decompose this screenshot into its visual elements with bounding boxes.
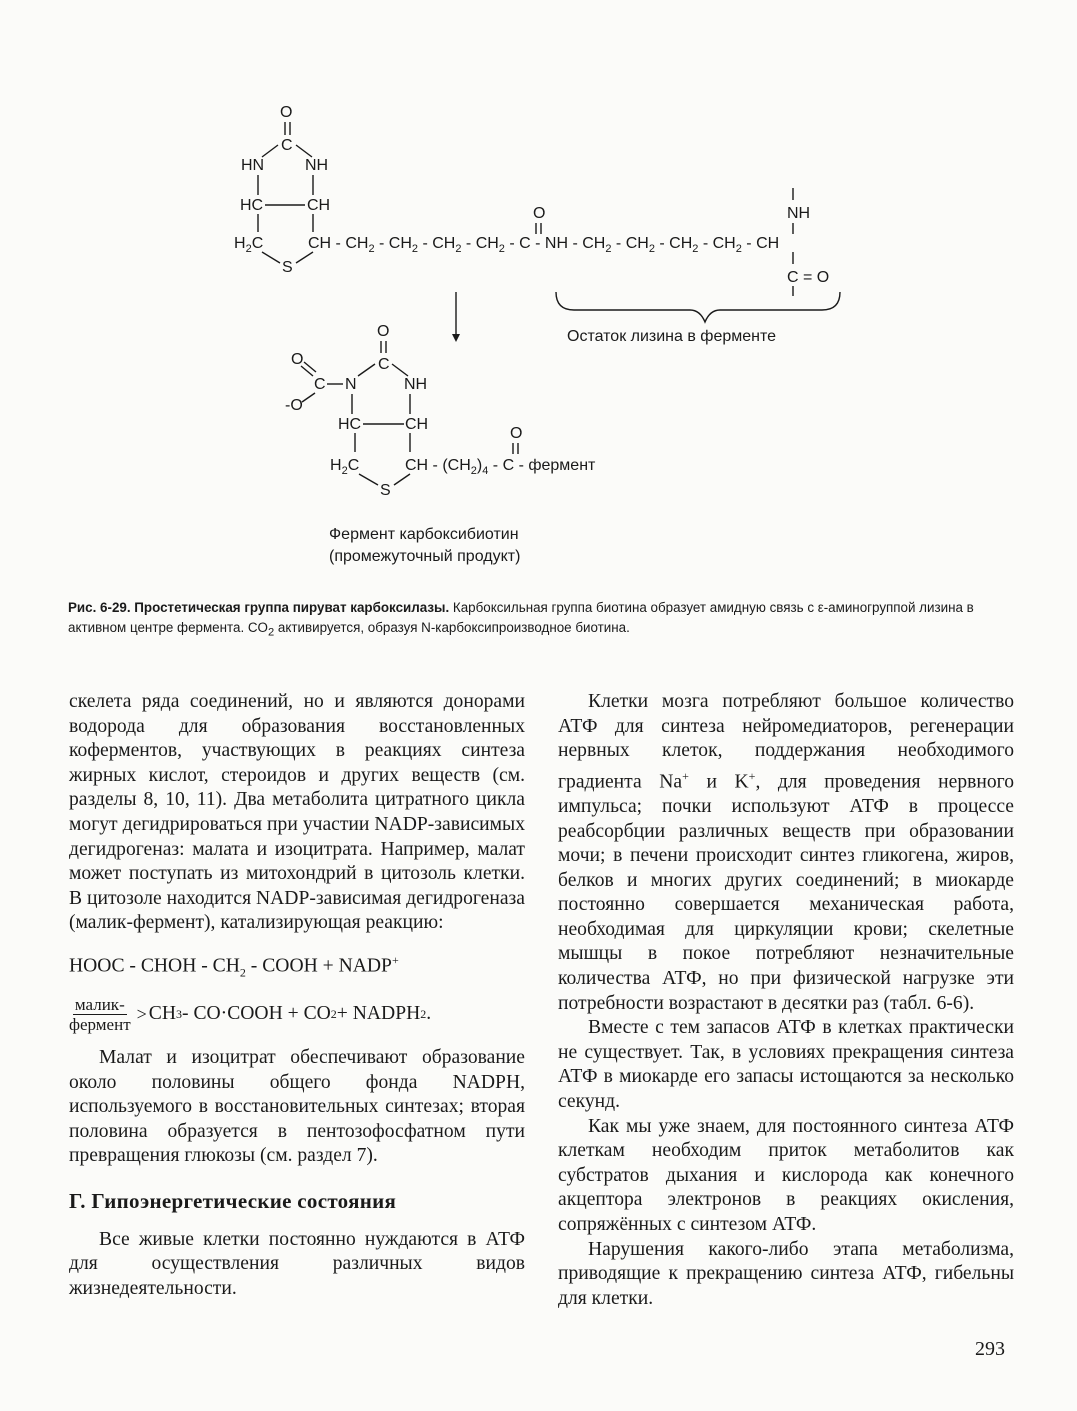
atom-c-eq-o: C = O <box>787 269 830 286</box>
biotin-structure-diagram <box>0 0 1077 590</box>
lysine-brace <box>556 292 840 322</box>
atom-nh-2: NH <box>404 376 428 393</box>
product-label-line1: Фермент карбоксибиотин <box>329 526 519 543</box>
right-para-1: Клетки мозга потребляют большое количество АТФ для синтеза нейромедиаторов, регенерации нервных клеток, поддержания необходимого градиента Na+ и K+, для проведения нервного импульса; почки используют АТФ в процессе реабсорбции различных веществ при образовании мочи; в печени происходит синтез гликогена, жиров, белков и многих других соединений; в миокарде постоянно совершается механическая работа, необходимая для циркуляции крови; скелетные мышцы в покое потребляют незначительные количества АТФ, но при физической нагрузке эти потребности возрастают в десятки раз (табл. 6-6). <box>558 691 1014 1014</box>
atom-o-top: O <box>280 104 293 121</box>
atom-o-ketone: O <box>510 425 523 442</box>
atom-n: N <box>345 376 357 393</box>
reaction-equation-line2: $\frac{\text{малик-}}{\text{фермент}}$ > CH 3 - CO·COOH + CO 2 + NADPH 2 . <box>69 994 432 1034</box>
enzyme-arrow-label: $\frac{\text{малик-}}{\text{фермент}}$ <box>69 994 131 1034</box>
left-column <box>69 690 525 1301</box>
atom-ch-2: CH <box>405 416 429 433</box>
atom-s: S <box>282 259 293 276</box>
left-para-3: Все живые клетки постоянно нуждаются в АТФ для осуществления различных видов жизнедеятельности. <box>69 1228 525 1299</box>
atom-o-amide: O <box>533 205 546 222</box>
section-heading: Г. Гипоэнергетические состояния <box>69 1188 397 1213</box>
left-para-2: Малат и изоцитрат обеспечивают образование около половины общего фонда NADPH, используемого в восстановительных синтезах; вторая половина образуется в пентозофосфатном пути превращения глюкозы (см. раздел 7). <box>69 1046 525 1167</box>
atom-h2c-2: $H_2C$ <box>330 457 360 477</box>
figure-caption-title: Рис. 6-29. Простетическая группа пируват карбоксилазы. <box>68 600 450 615</box>
atom-hc-2: HC <box>338 416 362 433</box>
atom-o-top-2: O <box>377 323 390 340</box>
atom-ch: CH <box>307 197 331 214</box>
atom-c-carboxyl: C <box>314 376 326 393</box>
atom-c-top: C <box>281 137 293 154</box>
product-label <box>329 524 520 568</box>
right-para-2: Вместе с тем запасов АТФ в клетках практически не существует. Так, в условиях прекращения синтеза АТФ в миокарде его запасы истощаются за несколько секунд. <box>558 1017 1014 1113</box>
atom-nh-lysine: NH <box>787 205 811 222</box>
atom-hc: HC <box>240 197 264 214</box>
page-number: 293 <box>975 1338 1005 1360</box>
atom-c-top-2: C <box>378 356 390 373</box>
figure-caption: Рис. 6-29. Простетическая группа пируват карбоксилазы. Карбоксильная группа биотина образует амидную связь с ε-аминогруппой лизина в активном центре фермента. $CO_2$ активируется, образуя N-карбоксипроизводное биотина. <box>68 600 974 639</box>
right-para-4: Нарушения какого-либо этапа метаболизма, приводящие к прекращению синтеза АТФ, гибельны для клетки. <box>558 1238 1014 1309</box>
lysine-label: Остаток лизина в ферменте <box>567 328 777 345</box>
atom-chain-2: CH - $(CH_2)_4$ - C - фермент <box>405 457 596 477</box>
atom-chain-lead: CH - $CH_2 - CH_2 - CH_2 - CH_2$ - C - NH - $CH_2 - CH_2 - CH_2 - CH_2$ - CH <box>308 235 780 255</box>
left-para-1: скелета ряда соединений, но и являются донорами водорода для образования восстановленных коферментов, участвующих в реакциях синтеза жирных кислот, стероидов и других веществ (см. разделы 8, 10, 11). Два метаболита цитратного цикла могут дегидрироваться при участии NADP-зависимых дегидрогеназ: малата и изоцитрата. Например, малат может поступать из митохондрий в цитозоль клетки. В цитозоле находится NADP-зависимая дегидрогеназа (малик-фермент), катализирующая реакцию: <box>69 691 525 934</box>
atom-nh: NH <box>305 157 329 174</box>
atom-o-carboxyl: O <box>291 351 304 368</box>
atom-hn: HN <box>241 157 265 174</box>
atom-o-minus: -O <box>285 397 303 414</box>
atom-h2c: $H_2C$ <box>234 235 264 255</box>
atom-s-2: S <box>380 482 391 499</box>
right-column <box>558 690 1014 1311</box>
product-label-line2: (промежуточный продукт) <box>329 548 521 565</box>
reaction-equation-line1: HOOC - CHOH - $CH_2$ - COOH + NADP+ <box>69 952 399 980</box>
figure-6-29 <box>0 0 1077 590</box>
right-para-3: Как мы уже знаем, для постоянного синтеза АТФ клеткам необходим приток метаболитов как субстратов дыхания и кислорода как конечного акцептора электронов в реакциях окисления, сопряжённых с синтезом АТФ. <box>558 1115 1014 1235</box>
